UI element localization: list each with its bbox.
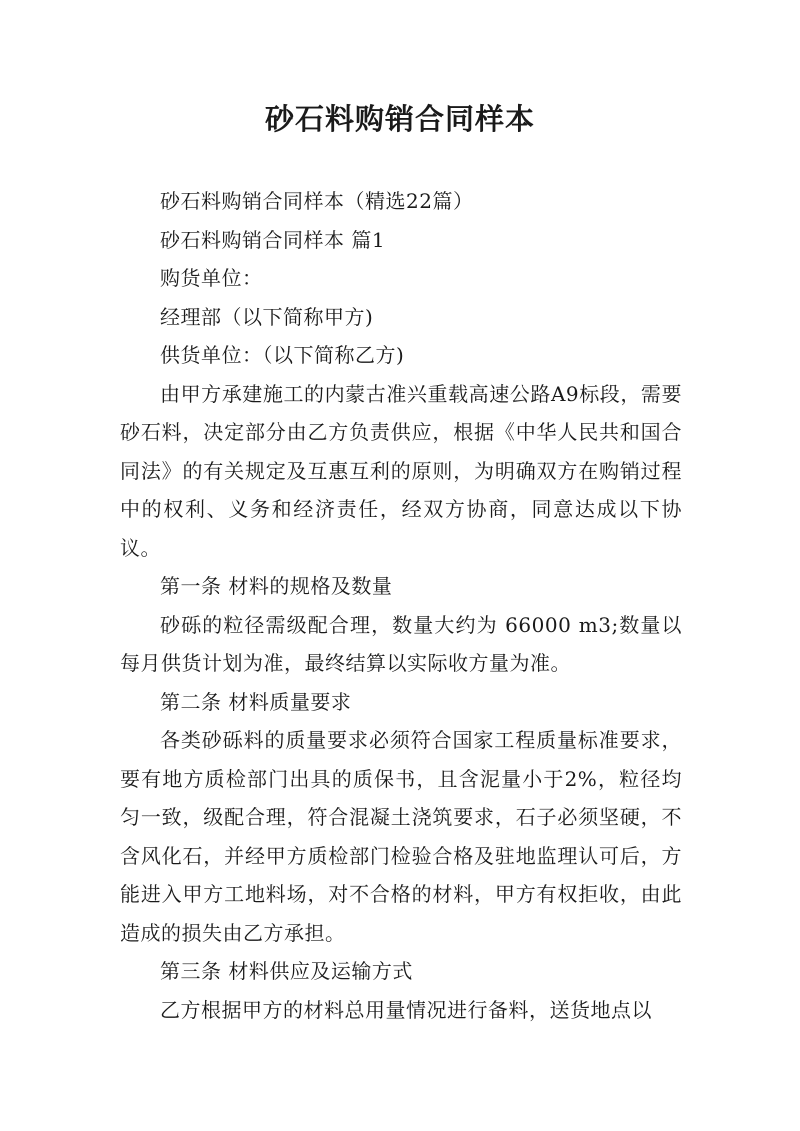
article-3-body: 乙方根据甲方的材料总用量情况进行备料，送货地点以 [160, 997, 652, 1022]
article-1-heading: 第一条 材料的规格及数量 [160, 574, 393, 598]
document-title: 砂石料购销合同样本 [264, 102, 535, 136]
paragraph-buyer: 购货单位： [160, 266, 263, 290]
paragraph-supplier: 供货单位：（以下简称乙方) [160, 343, 405, 367]
document-body [120, 182, 682, 1029]
article-1-body: 砂砾的粒径需级配合理，数量大约为 66000 m3;数量以每月供货计划为准，最终结算以实际收方量为准。 [120, 612, 682, 675]
paragraph-party-a: 经理部（以下简称甲方) [160, 304, 374, 329]
article-2-heading: 第二条 材料质量要求 [160, 689, 352, 714]
paragraph-section-heading: 砂石料购销合同样本 篇1 [160, 227, 386, 252]
paragraph-subtitle: 砂石料购销合同样本（精选22篇） [160, 189, 474, 213]
paragraph-preamble: 由甲方承建施工的内蒙古准兴重载高速公路A9标段，需要砂石料，决定部分由乙方负责供应，根据《中华人民共和国合同法》的有关规定及互惠互利的原则，为明确双方在购销过程中的权利、义务和经济责任，经双方协商，同意达成以下协议。 [120, 381, 682, 560]
article-3-heading: 第三条 材料供应及运输方式 [160, 959, 413, 983]
article-2-body: 各类砂砾料的质量要求必须符合国家工程质量标准要求，要有地方质检部门出具的质保书，且含泥量小于2%，粒径均匀一致，级配合理，符合混凝土浇筑要求，石子必须坚硬，不含风化石，并经甲方质检部门检验合格及驻地监理认可后，方能进入甲方工地料场，对不合格的材料，甲方有权拒收，由此造成的损失由乙方承担。 [120, 728, 682, 945]
